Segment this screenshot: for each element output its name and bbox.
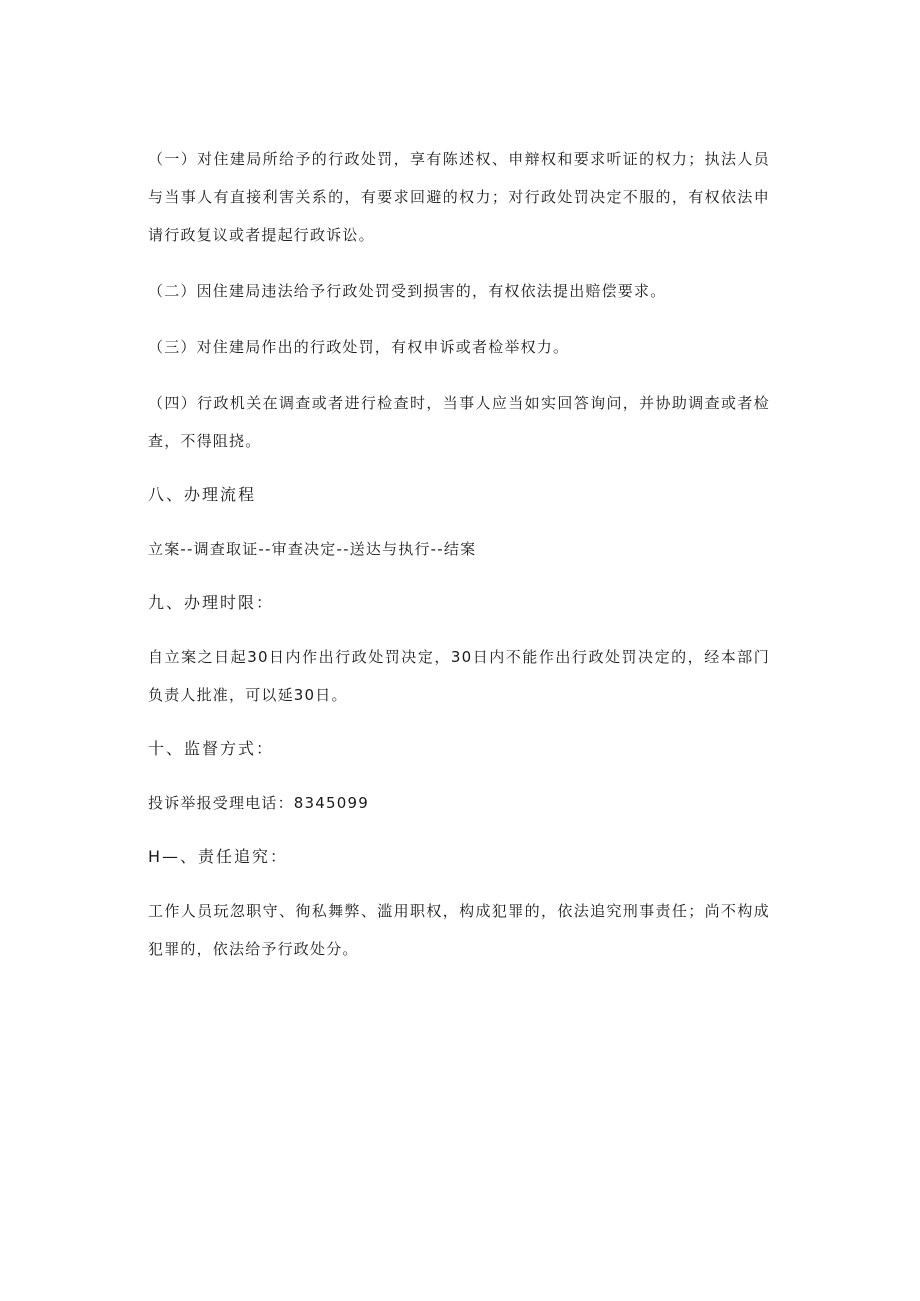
section-heading-accountability: H—、责任追究： — [148, 847, 289, 866]
section-content-time-limit: 自立案之日起30日内作出行政处罚决定，30日内不能作出行政处罚决定的，经本部门负责人批准，可以延30日。 — [148, 648, 770, 704]
document-page — [148, 140, 770, 968]
right-item-4: （四）行政机关在调查或者进行检查时，当事人应当如实回答询问，并协助调查或者检查，不得阻挠。 — [148, 394, 770, 450]
section-content-accountability: 工作人员玩忽职守、徇私舞弊、滥用职权，构成犯罪的，依法追究刑事责任；尚不构成犯罪的，依法给予行政处分。 — [148, 902, 770, 958]
section-content-supervision: 投诉举报受理电话：8345099 — [148, 794, 370, 812]
right-item-1: （一）对住建局所给予的行政处罚，享有陈述权、申辩权和要求听证的权力；执法人员与当事人有直接利害关系的，有要求回避的权力；对行政处罚决定不服的，有权依法申请行政复议或者提起行政诉讼。 — [148, 150, 770, 244]
section-content-process: 立案--调查取证--审查决定--送达与执行--结案 — [148, 540, 477, 558]
section-heading-supervision: 十、监督方式： — [148, 739, 275, 758]
section-heading-process: 八、办理流程 — [148, 485, 257, 504]
right-item-3: （三）对住建局作出的行政处罚，有权申诉或者检举权力。 — [148, 338, 570, 356]
right-item-2: （二）因住建局违法给予行政处罚受到损害的，有权依法提出赔偿要求。 — [148, 282, 667, 300]
section-heading-time-limit: 九、办理时限： — [148, 593, 275, 612]
